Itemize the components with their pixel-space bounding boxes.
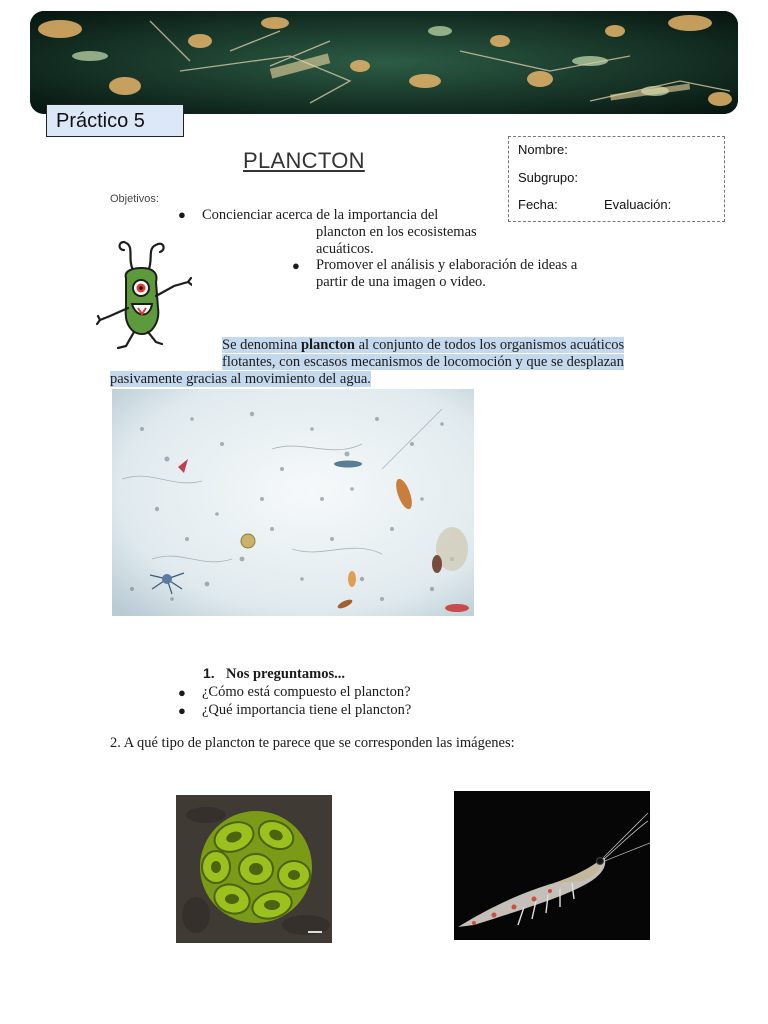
plankton-banner-image <box>30 11 738 114</box>
section-1-number: 1. <box>203 665 215 681</box>
intro-line3: pasivamente gracias al movimiento del agua. <box>110 371 371 387</box>
plankton-cartoon-icon <box>96 238 192 350</box>
objective-2-line2: partir de una imagen o video. <box>316 274 486 290</box>
evaluacion-label: Evaluación: <box>604 197 672 212</box>
nombre-label: Nombre: <box>518 142 568 157</box>
practice-label: Práctico 5 <box>46 104 184 137</box>
student-info-box <box>508 136 725 222</box>
intro-bold-term: plancton <box>300 337 355 353</box>
section-1-heading: Nos preguntamos... <box>226 666 345 682</box>
objective-1-line3: acuáticos. <box>316 241 374 257</box>
objective-2-line1: Promover el análisis y elaboración de ideas a <box>316 257 578 273</box>
intro-prefix: Se denomina <box>222 337 301 353</box>
page-title: PLANCTON <box>243 148 365 173</box>
bullet-dot-icon: ● <box>178 207 186 222</box>
bullet-dot-icon: ● <box>292 258 300 273</box>
intro-line1-rest: al conjunto de todos los organismos acuáticos <box>354 337 625 353</box>
objective-1-line1: Concienciar acerca de la importancia del <box>202 207 439 223</box>
plankton-microscope-image <box>112 389 474 616</box>
krill-image <box>454 791 650 940</box>
subgrupo-label: Subgrupo: <box>518 170 578 185</box>
intro-line2: flotantes, con escasos mecanismos de locomoción y que se desplazan <box>222 354 624 370</box>
fecha-label: Fecha: <box>518 197 558 212</box>
intro-paragraph <box>110 337 655 388</box>
section-2-text: 2. A qué tipo de plancton te parece que se corresponden las imágenes: <box>110 735 515 751</box>
coccolithophore-image <box>176 795 332 943</box>
objectives-label: Objetivos: <box>110 193 159 205</box>
objective-1-line2: plancton en los ecosistemas <box>316 224 477 240</box>
question-1: ¿Cómo está compuesto el plancton? <box>202 684 411 700</box>
question-2: ¿Qué importancia tiene el plancton? <box>202 702 412 718</box>
bullet-dot-icon: ● <box>178 703 186 718</box>
bullet-dot-icon: ● <box>178 685 186 700</box>
